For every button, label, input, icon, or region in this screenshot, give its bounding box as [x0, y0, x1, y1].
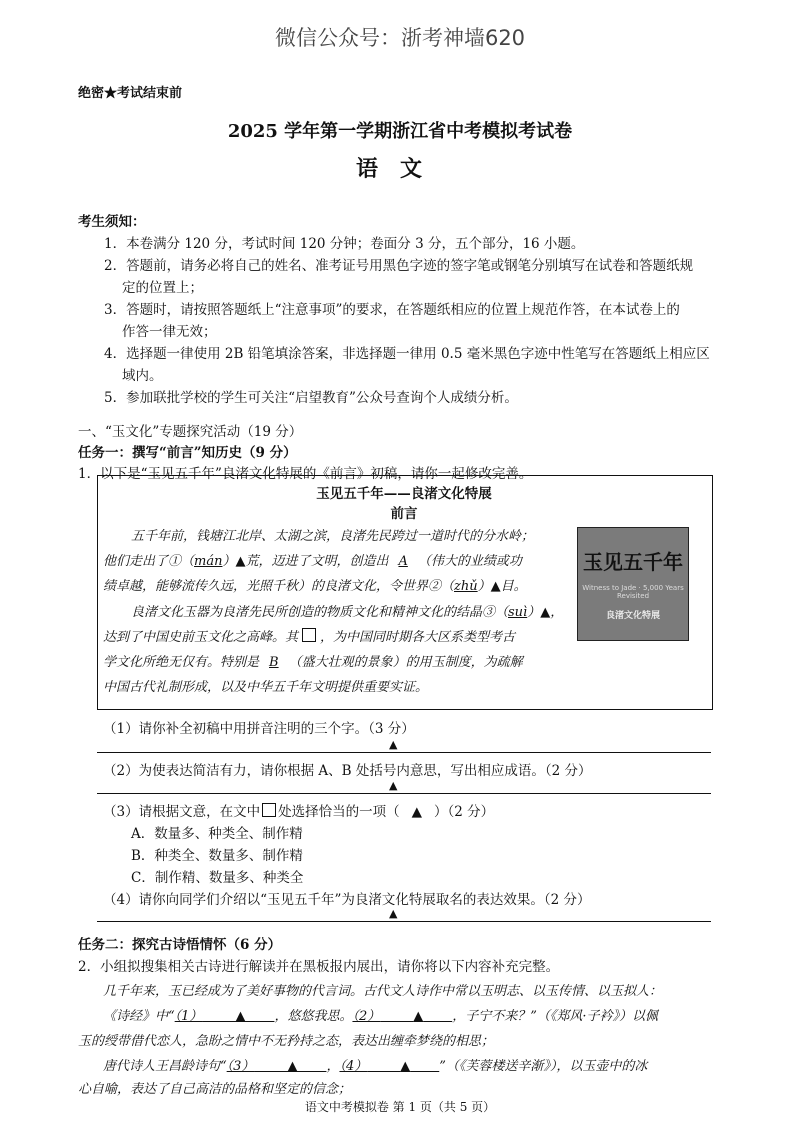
poetry-paragraph-2-cont: 玉的绶带借代恋人，急盼之情中不无矜持之态，表达出缠牵梦绕的相思；	[78, 1034, 495, 1049]
notice-item-1: 1．本卷满分 120 分，考试时间 120 分钟；卷面分 3 分，五个部分，16 小题。	[104, 236, 585, 252]
question-2-prompt: 2．小组拟搜集相关古诗进行解读并在黑板报内展出，请你将以下内容补充完整。	[78, 959, 560, 975]
option-b[interactable]: B．种类全、数量多、制作精	[131, 848, 303, 864]
poetry-paragraph-3: 唐代诗人王昌龄诗句“（3） ▲ ，（4） ▲ ”（《芙蓉楼送辛渐》），以玉壶中的冰	[103, 1059, 648, 1074]
subquestion-2: （2）为使表达简洁有力，请你根据 A、B 处括号内意思，写出相应成语。（2 分）	[103, 763, 592, 779]
fill-blank-2[interactable]: （2） ▲	[352, 1009, 424, 1024]
fill-blank-4[interactable]: （4） ▲	[339, 1059, 411, 1074]
preface-line-1: 五千年前，钱塘江北岸、太湖之滨，良渚先民跨过一道时代的分水岭；	[131, 529, 535, 544]
exhibition-cover-image	[577, 527, 689, 641]
preface-box-subtitle: 前言	[390, 506, 418, 522]
preface-line-5: 达到了中国史前玉文化之高峰。其 ，为中国同时期各大区系类型考古	[103, 630, 516, 645]
preface-line-4: 良渚文化玉器为良渚先民所创造的物质文化和精神文化的结晶③（suì）▲，	[131, 605, 564, 620]
preface-line-3: 绩卓越，能够流传久远，光照千秋）的良渚文化，令世界②（zhǔ）▲目。	[103, 579, 527, 594]
part-one-heading: 一、“玉文化”专题探究活动（19 分）	[78, 424, 303, 440]
notice-item-3-cont: 作答一律无效；	[122, 324, 217, 340]
answer-blank-1[interactable]: ▲	[389, 738, 398, 751]
subject-title: 语文	[355, 156, 444, 182]
notice-item-3: 3．答题时，请按照答题纸上“注意事项”的要求，在答题纸相应的位置上规范作答，在本试卷上的	[104, 302, 680, 318]
preface-line-6: 学文化所绝无仅有。特别是 B （盛大壮观的景象）的用玉制度，为疏解	[103, 655, 523, 670]
preface-line-7: 中国古代礼制形成，以及中华五千年文明提供重要实证。	[103, 680, 429, 695]
notice-item-5: 5．参加联批学校的学生可关注“启望教育”公众号查询个人成绩分析。	[104, 390, 518, 406]
subquestion-3: （3）请根据文意，在文中 处选择恰当的一项（ ▲ ）（2 分）	[103, 804, 495, 820]
notice-item-4-cont: 域内。	[122, 368, 163, 384]
confidential-label: 绝密★考试结束前	[78, 86, 183, 101]
answer-line-4	[97, 921, 711, 922]
cover-english-text: Witness to Jade · 5,000 Years Revisited	[582, 584, 684, 600]
notice-item-2: 2．答题前，请务必将自己的姓名、准考证号用黑色字迹的签字笔或钢笔分别填写在试卷和答题纸规	[104, 258, 694, 274]
answer-blank-2[interactable]: ▲	[389, 779, 398, 792]
notice-heading: 考生须知：	[78, 214, 146, 230]
cover-sub-text: 良渚文化特展	[605, 611, 660, 621]
poetry-paragraph-1: 几千年来，玉已经成为了美好事物的代言词。古代文人诗作中常以玉明志、以玉传情、以玉拟人：	[103, 984, 663, 999]
answer-line-1	[97, 752, 711, 753]
exam-title: 2025 学年第一学期浙江省中考模拟考试卷	[227, 121, 573, 142]
task-two-heading: 任务二：探究古诗悟情怀（6 分）	[78, 937, 282, 953]
watermark-text: 微信公众号：浙考神墙620	[274, 26, 526, 50]
question-1-prompt: 1．以下是“玉见五千年”良渚文化特展的《前言》初稿，请你一起修改完善。	[78, 466, 533, 482]
subquestion-1: （1）请你补全初稿中用拼音注明的三个字。（3 分）	[103, 721, 415, 737]
answer-line-2	[97, 793, 711, 794]
blank-square-icon	[262, 803, 276, 817]
page-footer: 语文中考模拟卷 第 1 页（共 5 页）	[304, 1100, 496, 1114]
preface-line-2: 他们走出了①（mán）▲荒，迈进了文明，创造出 A （伟大的业绩或功	[103, 554, 522, 569]
poetry-paragraph-2: 《诗经》中“（1） ▲ ，悠悠我思。（2） ▲ ，子宁不来？”（《郑风·子衿》）以佩	[103, 1009, 659, 1024]
preface-box-title: 玉见五千年——良渚文化特展	[316, 486, 492, 502]
cover-main-text: 玉见五千年	[583, 550, 683, 574]
task-one-heading: 任务一：撰写“前言”知历史（9 分）	[78, 445, 297, 461]
fill-blank-1[interactable]: （1） ▲	[174, 1009, 246, 1024]
blank-square-icon	[302, 628, 316, 642]
notice-item-4: 4．选择题一律使用 2B 铅笔填涂答案，非选择题一律用 0.5 毫米黑色字迹中性笔写在答题纸上相应区	[104, 346, 710, 362]
option-c[interactable]: C．制作精、数量多、种类全	[131, 870, 304, 886]
fill-blank-3[interactable]: （3） ▲	[226, 1059, 298, 1074]
notice-item-2-cont: 定的位置上；	[122, 280, 203, 296]
poetry-paragraph-3-cont: 心自喻，表达了自己高洁的品格和坚定的信念；	[78, 1082, 352, 1097]
option-a[interactable]: A．数量多、种类全、制作精	[131, 826, 303, 842]
answer-blank-4[interactable]: ▲	[389, 907, 398, 920]
subquestion-4: （4）请你向同学们介绍以“玉见五千年”为良渚文化特展取名的表达效果。（2 分）	[103, 892, 591, 908]
